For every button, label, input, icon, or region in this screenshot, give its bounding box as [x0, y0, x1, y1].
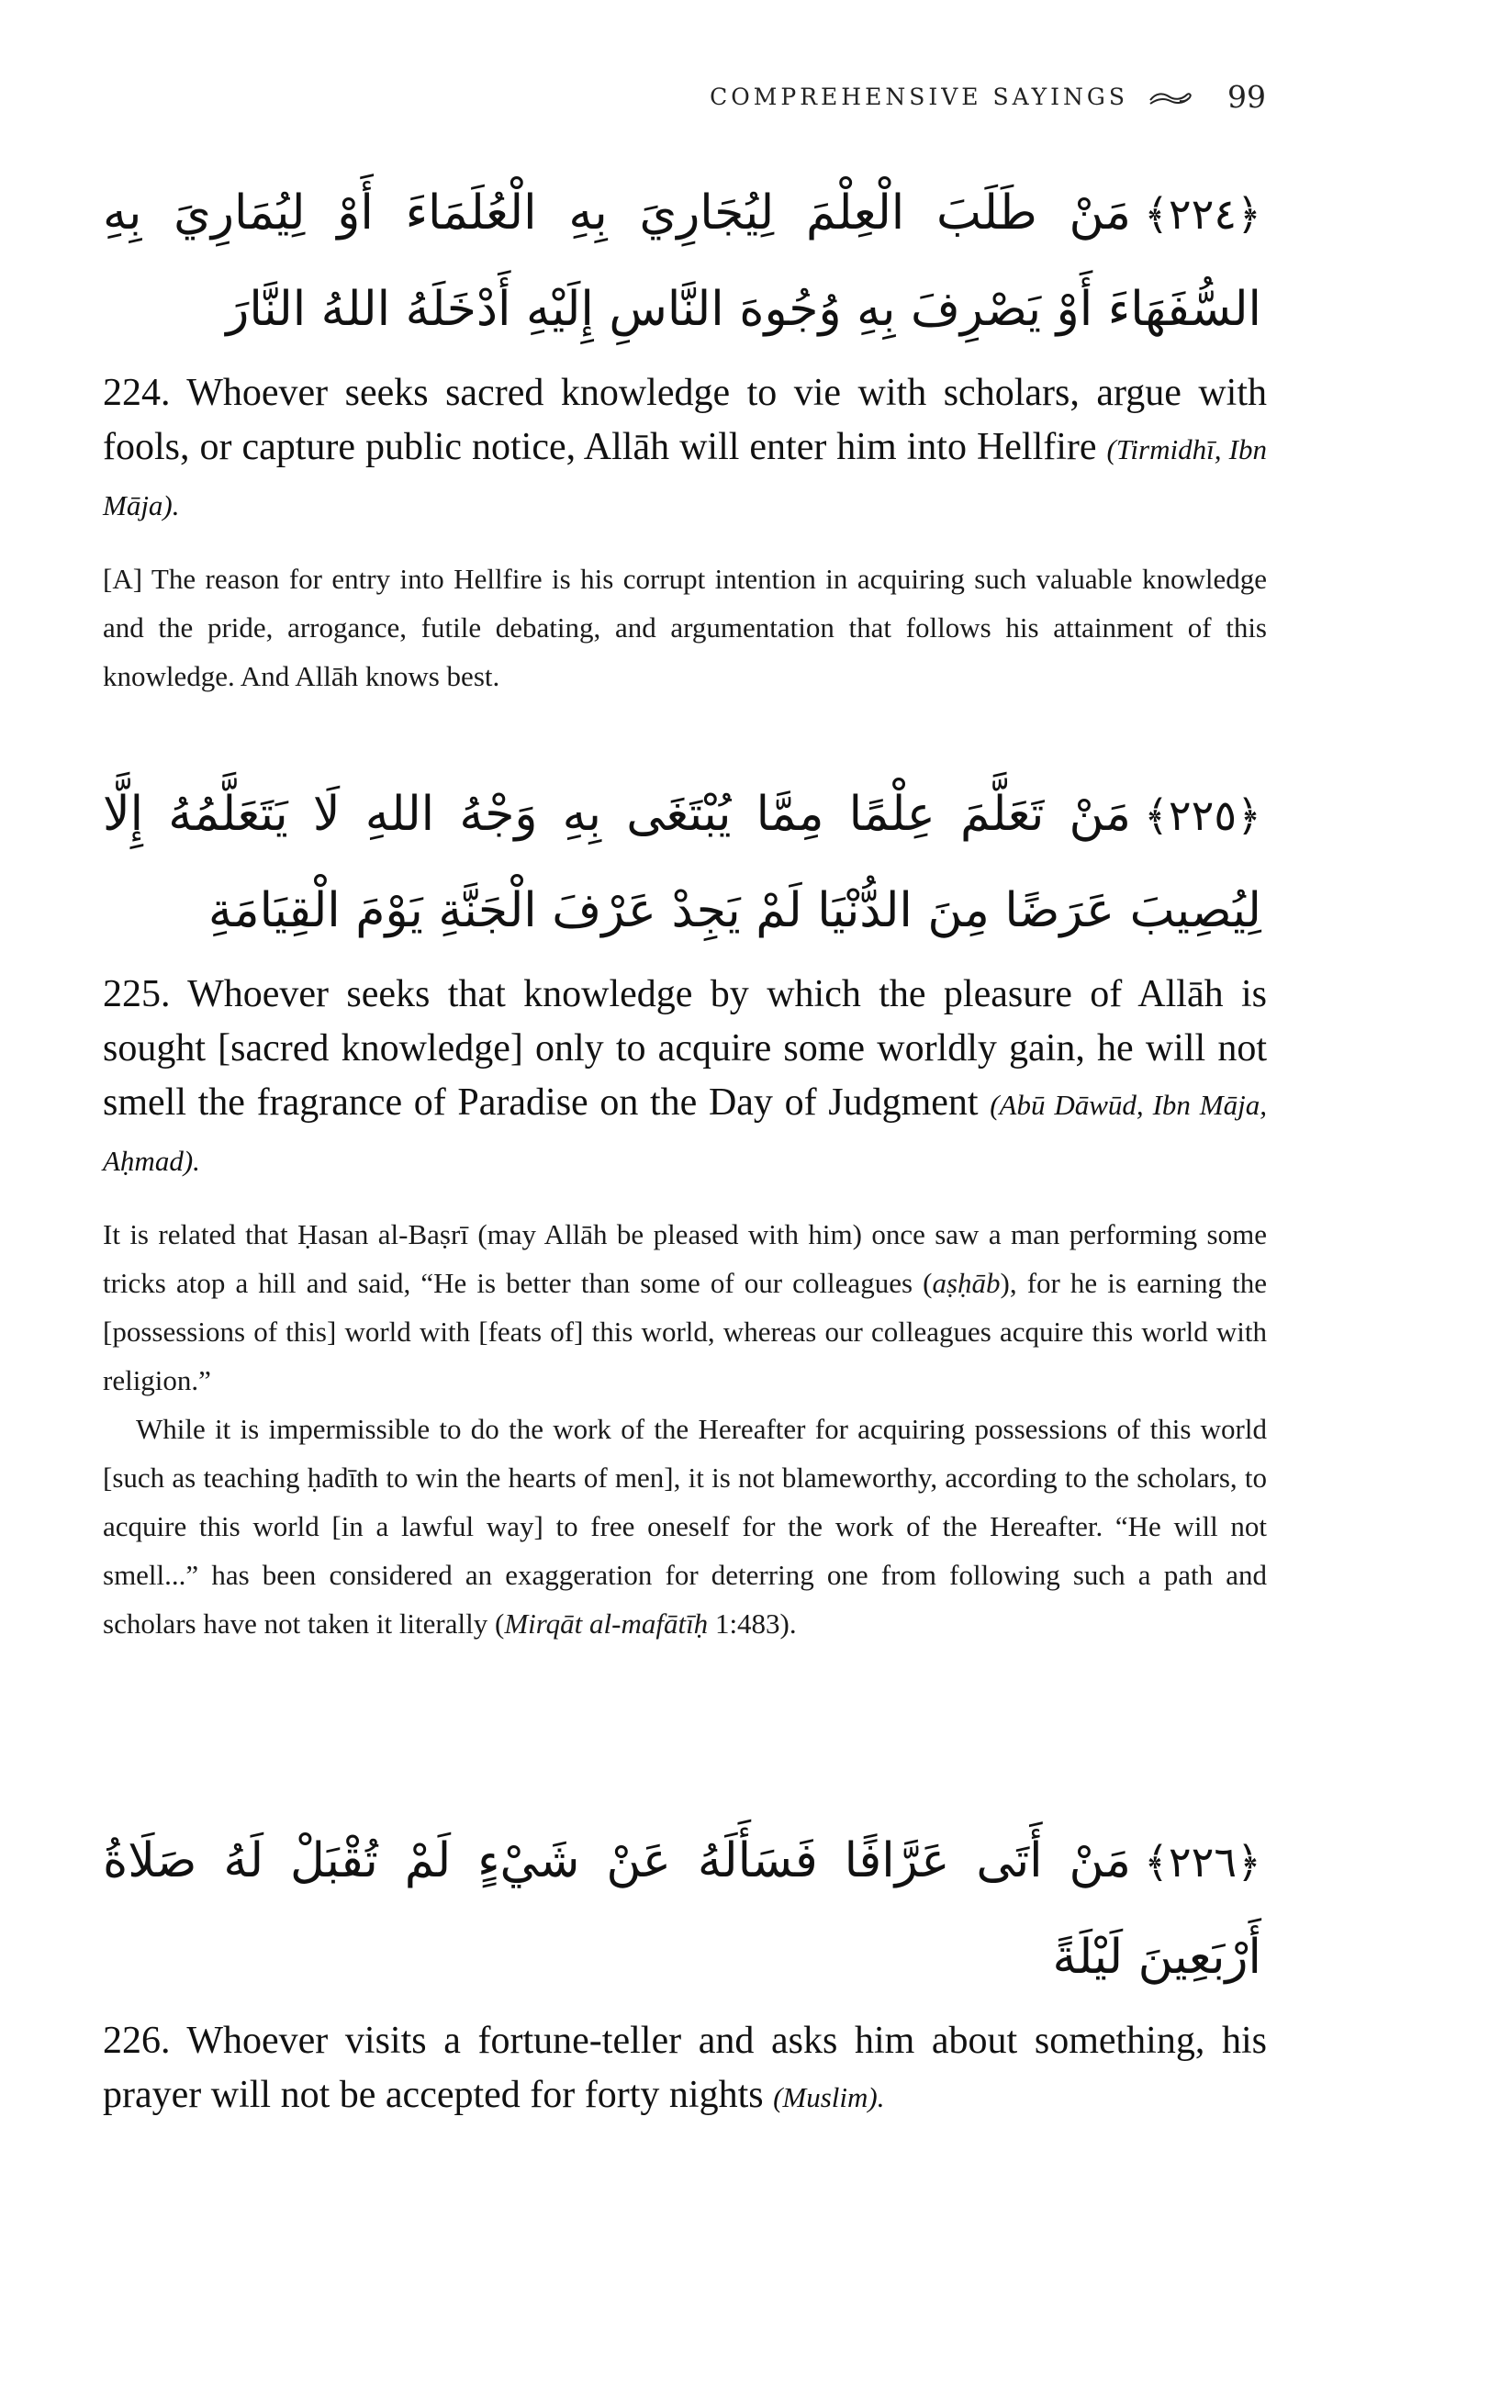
page-number: 99 [1227, 79, 1266, 115]
hadith-224 [103, 165, 1267, 700]
hadith-226 [103, 1813, 1267, 2124]
hadith-226-arabic-text: مَنْ أَتَى عَرَّافًا فَسَأَلَهُ عَنْ شَيْءٍ لَمْ تُقْبَلْ لَهُ صَلَاةُ أَرْبَعِينَ لَيْلَةً [103, 1833, 1261, 1985]
hadith-224-arabic-text: مَنْ طَلَبَ الْعِلْمَ لِيُجَارِيَ بِهِ الْعُلَمَاءَ أَوْ لِيُمَارِيَ بِهِ السُّفَهَاءَ أَوْ يَصْرِفَ بِهِ وُجُوهَ النَّاسِ إِلَيْهِ أَدْخَلَهُ اللهُ النَّارَ [103, 185, 1261, 337]
hadith-226-number-arabic: ﴿٢٢٦﴾ [1143, 1837, 1261, 1887]
scroll-ornament-icon [1148, 87, 1193, 107]
hadith-224-commentary: [A] The reason for entry into Hellfire is his corrupt intention in acquiring such valuable knowledge and the pride, arrogance, futile debating, and argumentation that follows his attainment of this knowledge. And Allāh knows best. [103, 563, 1267, 692]
hadith-224-arabic [103, 165, 1267, 357]
hadith-225-translation-text: 225. Whoever seeks that knowledge by which the pleasure of Allāh is sought [sacred knowledge] only to acquire some worldly gain, he will not smell the fragrance of Paradise on the Day of Judgment [103, 973, 1267, 1124]
commentary-text: While it is impermissible to do the work of the Hereafter for acquiring possessions of this world [such as teaching ḥadīth to win the hearts of men], it is not blameworthy, according to the scholars, to acquire this world [in a lawful way] to free oneself for the work of the Hereafter. “He will not smell...” has been considered an exaggeration for deterring one from following such a path and scholars have not taken it literally ( [103, 1413, 1267, 1640]
commentary-text: It is related that Ḥasan al-Baṣrī (may Allāh be pleased with him) once saw a man performing some tricks atop a hill and said, “He is better than some of our colleagues ( [103, 1218, 1267, 1299]
hadith-224-translation-text: 224. Whoever seeks sacred knowledge to vie with scholars, argue with fools, or capture public notice, Allāh will enter him into Hellfire [103, 372, 1267, 468]
hadith-225 [103, 767, 1267, 1648]
hadith-225-number-arabic: ﴿٢٢٥﴾ [1143, 790, 1261, 840]
hadith-224-citation: (Tirmidhī, Ibn Māja). [103, 433, 1267, 521]
hadith-226-citation: (Muslim). [773, 2081, 885, 2113]
running-head [710, 79, 1266, 115]
hadith-226-arabic [103, 1813, 1267, 2005]
hadith-225-citation: (Abū Dāwūd, Ibn Māja, Aḥmad). [103, 1089, 1267, 1177]
hadith-226-translation-text: 226. Whoever visits a fortune-teller and asks him about something, his prayer will not be accepted for forty nights [103, 2020, 1267, 2116]
hadith-224-translation [103, 366, 1267, 532]
arabic-term: aṣḥāb [932, 1267, 1001, 1299]
hadith-225-commentary-1 [103, 1210, 1267, 1405]
hadith-225-translation [103, 968, 1267, 1188]
reference-title: Mirqāt al-mafātīḥ [504, 1607, 709, 1640]
reference-locator: 1:483). [708, 1607, 797, 1640]
commentary-text: ), for he is earning the [possessions of this] world with [feats of] this world, whereas our colleagues acquire this world with religion.” [103, 1267, 1267, 1396]
hadith-224-number-arabic: ﴿٢٢٤﴾ [1143, 189, 1261, 239]
running-head-title: COMPREHENSIVE SAYINGS [710, 84, 1128, 110]
hadith-225-commentary-2 [103, 1405, 1267, 1648]
hadith-226-translation [103, 2014, 1267, 2124]
hadith-225-arabic [103, 767, 1267, 958]
hadith-225-arabic-text: مَنْ تَعَلَّمَ عِلْمًا مِمَّا يُبْتَغَى بِهِ وَجْهُ اللهِ لَا يَتَعَلَّمُهُ إِلَّا لِيُصِيبَ عَرَضًا مِنَ الدُّنْيَا لَمْ يَجِدْ عَرْفَ الْجَنَّةِ يَوْمَ الْقِيَامَةِ [103, 787, 1261, 938]
